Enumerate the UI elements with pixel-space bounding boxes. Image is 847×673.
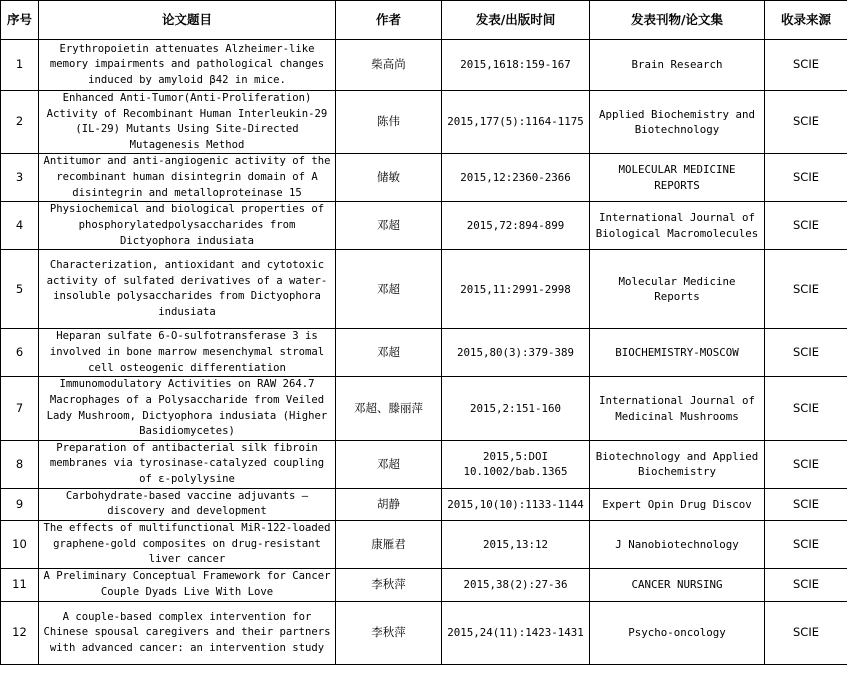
table-row [1,202,847,250]
row-source: SCIE [765,440,847,488]
row-date: 2015,1618:159-167 [442,40,590,91]
row-title: A couple-based complex intervention for Chinese spousal caregivers and their partners with advanced cancer: an intervention study [39,601,336,664]
row-date: 2015,72:894-899 [442,202,590,250]
row-date: 2015,5:DOI 10.1002/bab.1365 [442,440,590,488]
row-author: 胡静 [336,488,442,520]
row-date: 2015,24(11):1423-1431 [442,601,590,664]
header-date: 发表/出版时间 [442,1,590,40]
table-row [1,440,847,488]
table-row [1,329,847,377]
table-row [1,250,847,329]
row-source: SCIE [765,520,847,568]
row-journal: Expert Opin Drug Discov [590,488,765,520]
row-title: The effects of multifunctional MiR-122-loaded graphene-gold composites on drug-resistant liver cancer [39,520,336,568]
row-author: 李秋萍 [336,568,442,601]
row-source: SCIE [765,601,847,664]
row-index: 11 [1,568,39,601]
row-date: 2015,10(10):1133-1144 [442,488,590,520]
table-row [1,40,847,91]
row-author: 储敏 [336,154,442,202]
table-row [1,520,847,568]
row-date: 2015,38(2):27-36 [442,568,590,601]
row-title: Carbohydrate-based vaccine adjuvants – discovery and development [39,488,336,520]
row-author: 邓超、滕丽萍 [336,377,442,440]
row-index: 6 [1,329,39,377]
row-index: 10 [1,520,39,568]
row-source: SCIE [765,40,847,91]
row-title: A Preliminary Conceptual Framework for Cancer Couple Dyads Live With Love [39,568,336,601]
header-journal: 发表刊物/论文集 [590,1,765,40]
row-index: 8 [1,440,39,488]
header-title: 论文题目 [39,1,336,40]
row-journal: CANCER NURSING [590,568,765,601]
row-journal: MOLECULAR MEDICINE REPORTS [590,154,765,202]
row-index: 7 [1,377,39,440]
row-author: 李秋萍 [336,601,442,664]
row-title: Preparation of antibacterial silk fibroin membranes via tyrosinase-catalyzed coupling of ε-polylysine [39,440,336,488]
row-date: 2015,12:2360-2366 [442,154,590,202]
row-title: Erythropoietin attenuates Alzheimer-like memory impairments and pathological changes induced by amyloid β42 in mice. [39,40,336,91]
row-date: 2015,11:2991-2998 [442,250,590,329]
header-author: 作者 [336,1,442,40]
row-title: Antitumor and anti-angiogenic activity of the recombinant human disintegrin domain of A disintegrin and metalloproteinase 15 [39,154,336,202]
row-author: 邓超 [336,329,442,377]
row-source: SCIE [765,377,847,440]
row-source: SCIE [765,202,847,250]
header-row [1,1,847,40]
row-journal: Brain Research [590,40,765,91]
row-journal: Psycho-oncology [590,601,765,664]
row-index: 9 [1,488,39,520]
header-source: 收录来源 [765,1,847,40]
row-journal: J Nanobiotechnology [590,520,765,568]
row-journal: Molecular Medicine Reports [590,250,765,329]
row-author: 陈伟 [336,91,442,154]
row-index: 12 [1,601,39,664]
row-index: 1 [1,40,39,91]
row-date: 2015,2:151-160 [442,377,590,440]
row-source: SCIE [765,329,847,377]
table-row [1,568,847,601]
row-author: 邓超 [336,202,442,250]
row-journal: BIOCHEMISTRY-MOSCOW [590,329,765,377]
row-journal: Applied Biochemistry and Biotechnology [590,91,765,154]
row-title: Enhanced Anti-Tumor(Anti-Proliferation) Activity of Recombinant Human Interleukin-29 (IL-29) Mutants Using Site-Directed Mutagenesis Method [39,91,336,154]
row-date: 2015,80(3):379-389 [442,329,590,377]
row-source: SCIE [765,488,847,520]
row-index: 5 [1,250,39,329]
row-source: SCIE [765,91,847,154]
row-index: 4 [1,202,39,250]
row-date: 2015,13:12 [442,520,590,568]
table-row [1,488,847,520]
row-journal: International Journal of Medicinal Mushrooms [590,377,765,440]
table-row [1,601,847,664]
row-title: Immunomodulatory Activities on RAW 264.7 Macrophages of a Polysaccharide from Veiled Lady Mushroom, Dictyophora indusiata (Higher Basidiomycetes) [39,377,336,440]
row-journal: International Journal of Biological Macromolecules [590,202,765,250]
row-source: SCIE [765,250,847,329]
table-row [1,154,847,202]
row-index: 2 [1,91,39,154]
row-title: Characterization, antioxidant and cytotoxic activity of sulfated derivatives of a water-insoluble polysaccharides from Dictyophora indusiata [39,250,336,329]
table-row [1,377,847,440]
row-title: Heparan sulfate 6-O-sulfotransferase 3 is involved in bone marrow mesenchymal stromal cell osteogenic differentiation [39,329,336,377]
row-journal: Biotechnology and Applied Biochemistry [590,440,765,488]
row-author: 柴高尚 [336,40,442,91]
row-author: 邓超 [336,440,442,488]
row-title: Physiochemical and biological properties of phosphorylatedpolysaccharides from Dictyophora indusiata [39,202,336,250]
row-source: SCIE [765,154,847,202]
row-author: 邓超 [336,250,442,329]
table-row [1,91,847,154]
row-index: 3 [1,154,39,202]
row-date: 2015,177(5):1164-1175 [442,91,590,154]
header-index: 序号 [1,1,39,40]
row-source: SCIE [765,568,847,601]
row-author: 康雁君 [336,520,442,568]
